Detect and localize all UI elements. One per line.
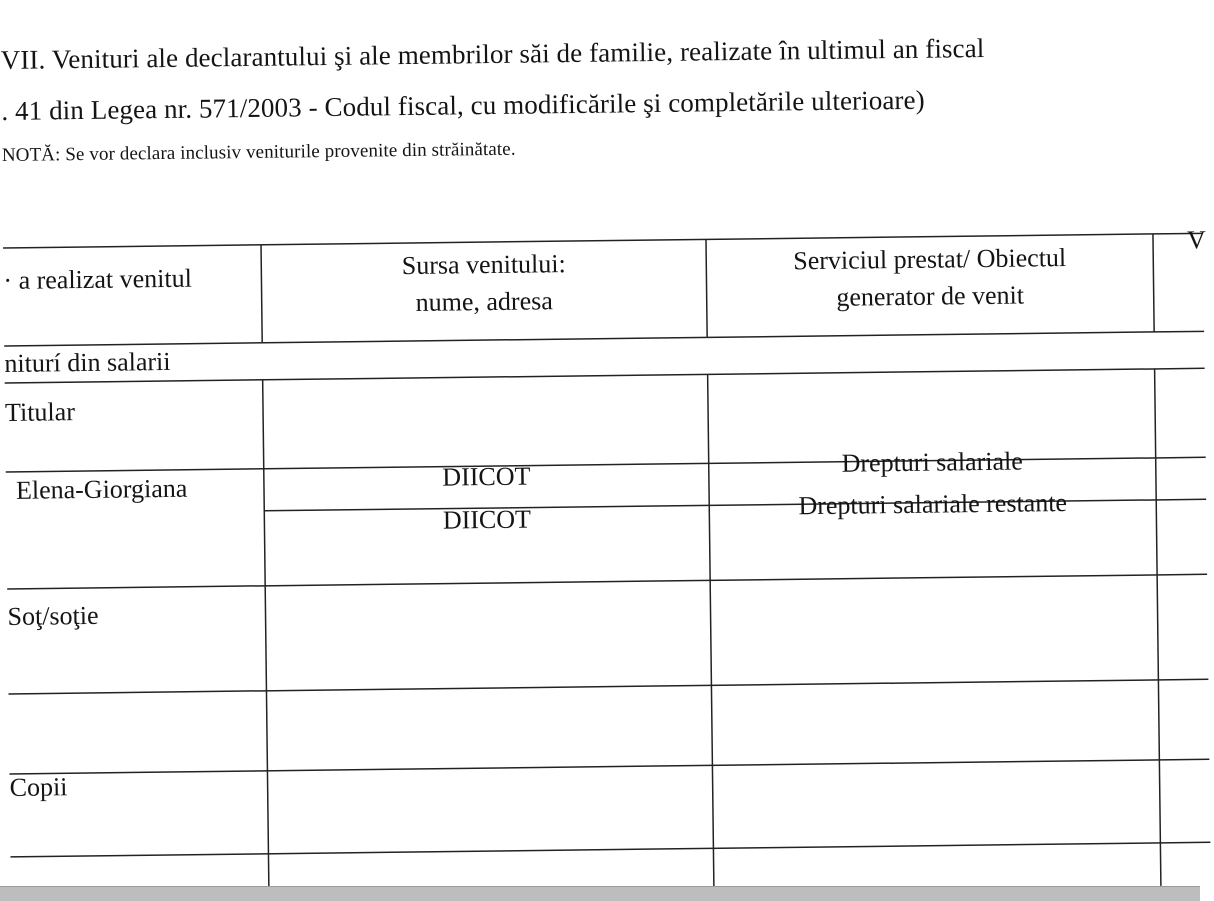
viewer-bottom-edge	[0, 886, 1200, 901]
section-heading-line-2: . 41 din Legea nr. 571/2003 - Codul fiscal, cu modificările şi completările ulterioare)	[1, 84, 925, 126]
row-border-4	[8, 679, 1208, 694]
row-border-3	[7, 574, 1207, 589]
row-border-6	[10, 842, 1210, 857]
row-label-titular: Titular	[4, 397, 76, 427]
col-divider-1-body	[263, 380, 269, 897]
header-col-service-line-2: generator de venit	[836, 280, 1025, 312]
header-col-source	[261, 243, 707, 322]
header-col-owner: · a realizat venitul	[3, 263, 192, 295]
note-text: NOTĂ: Se vor declara inclusiv veniturile provenite din străinătate.	[1, 138, 516, 166]
row-label-children: Copii	[9, 772, 68, 802]
header-col-service	[706, 238, 1154, 317]
header-col-service-line-1: Serviciul prestat/ Obiectul	[793, 242, 1067, 276]
section-label-salary: niturí din salarii	[4, 346, 171, 378]
header-col-source-line-1: Sursa venitului:	[401, 249, 566, 281]
header-col-value: V	[1186, 225, 1206, 255]
header-bottom-border	[4, 331, 1204, 346]
row-border-5	[9, 759, 1209, 774]
cell-service-2: Drepturi salariale restante	[798, 488, 1068, 521]
row-label-spouse: Soţ/soţie	[7, 600, 99, 631]
row-person-name: Elena-Giorgiana	[15, 473, 188, 505]
cell-service-1: Drepturi salariale	[841, 446, 1023, 478]
section-heading-line-1: VII. Venituri ale declarantului şi ale membrilor săi de familie, realizate în ultimul an fiscal	[0, 32, 985, 75]
header-col-source-line-2: nume, adresa	[415, 286, 553, 317]
cell-source-2: DIICOT	[442, 504, 532, 535]
cell-source-1: DIICOT	[442, 461, 531, 492]
section-bottom-border	[5, 368, 1205, 383]
